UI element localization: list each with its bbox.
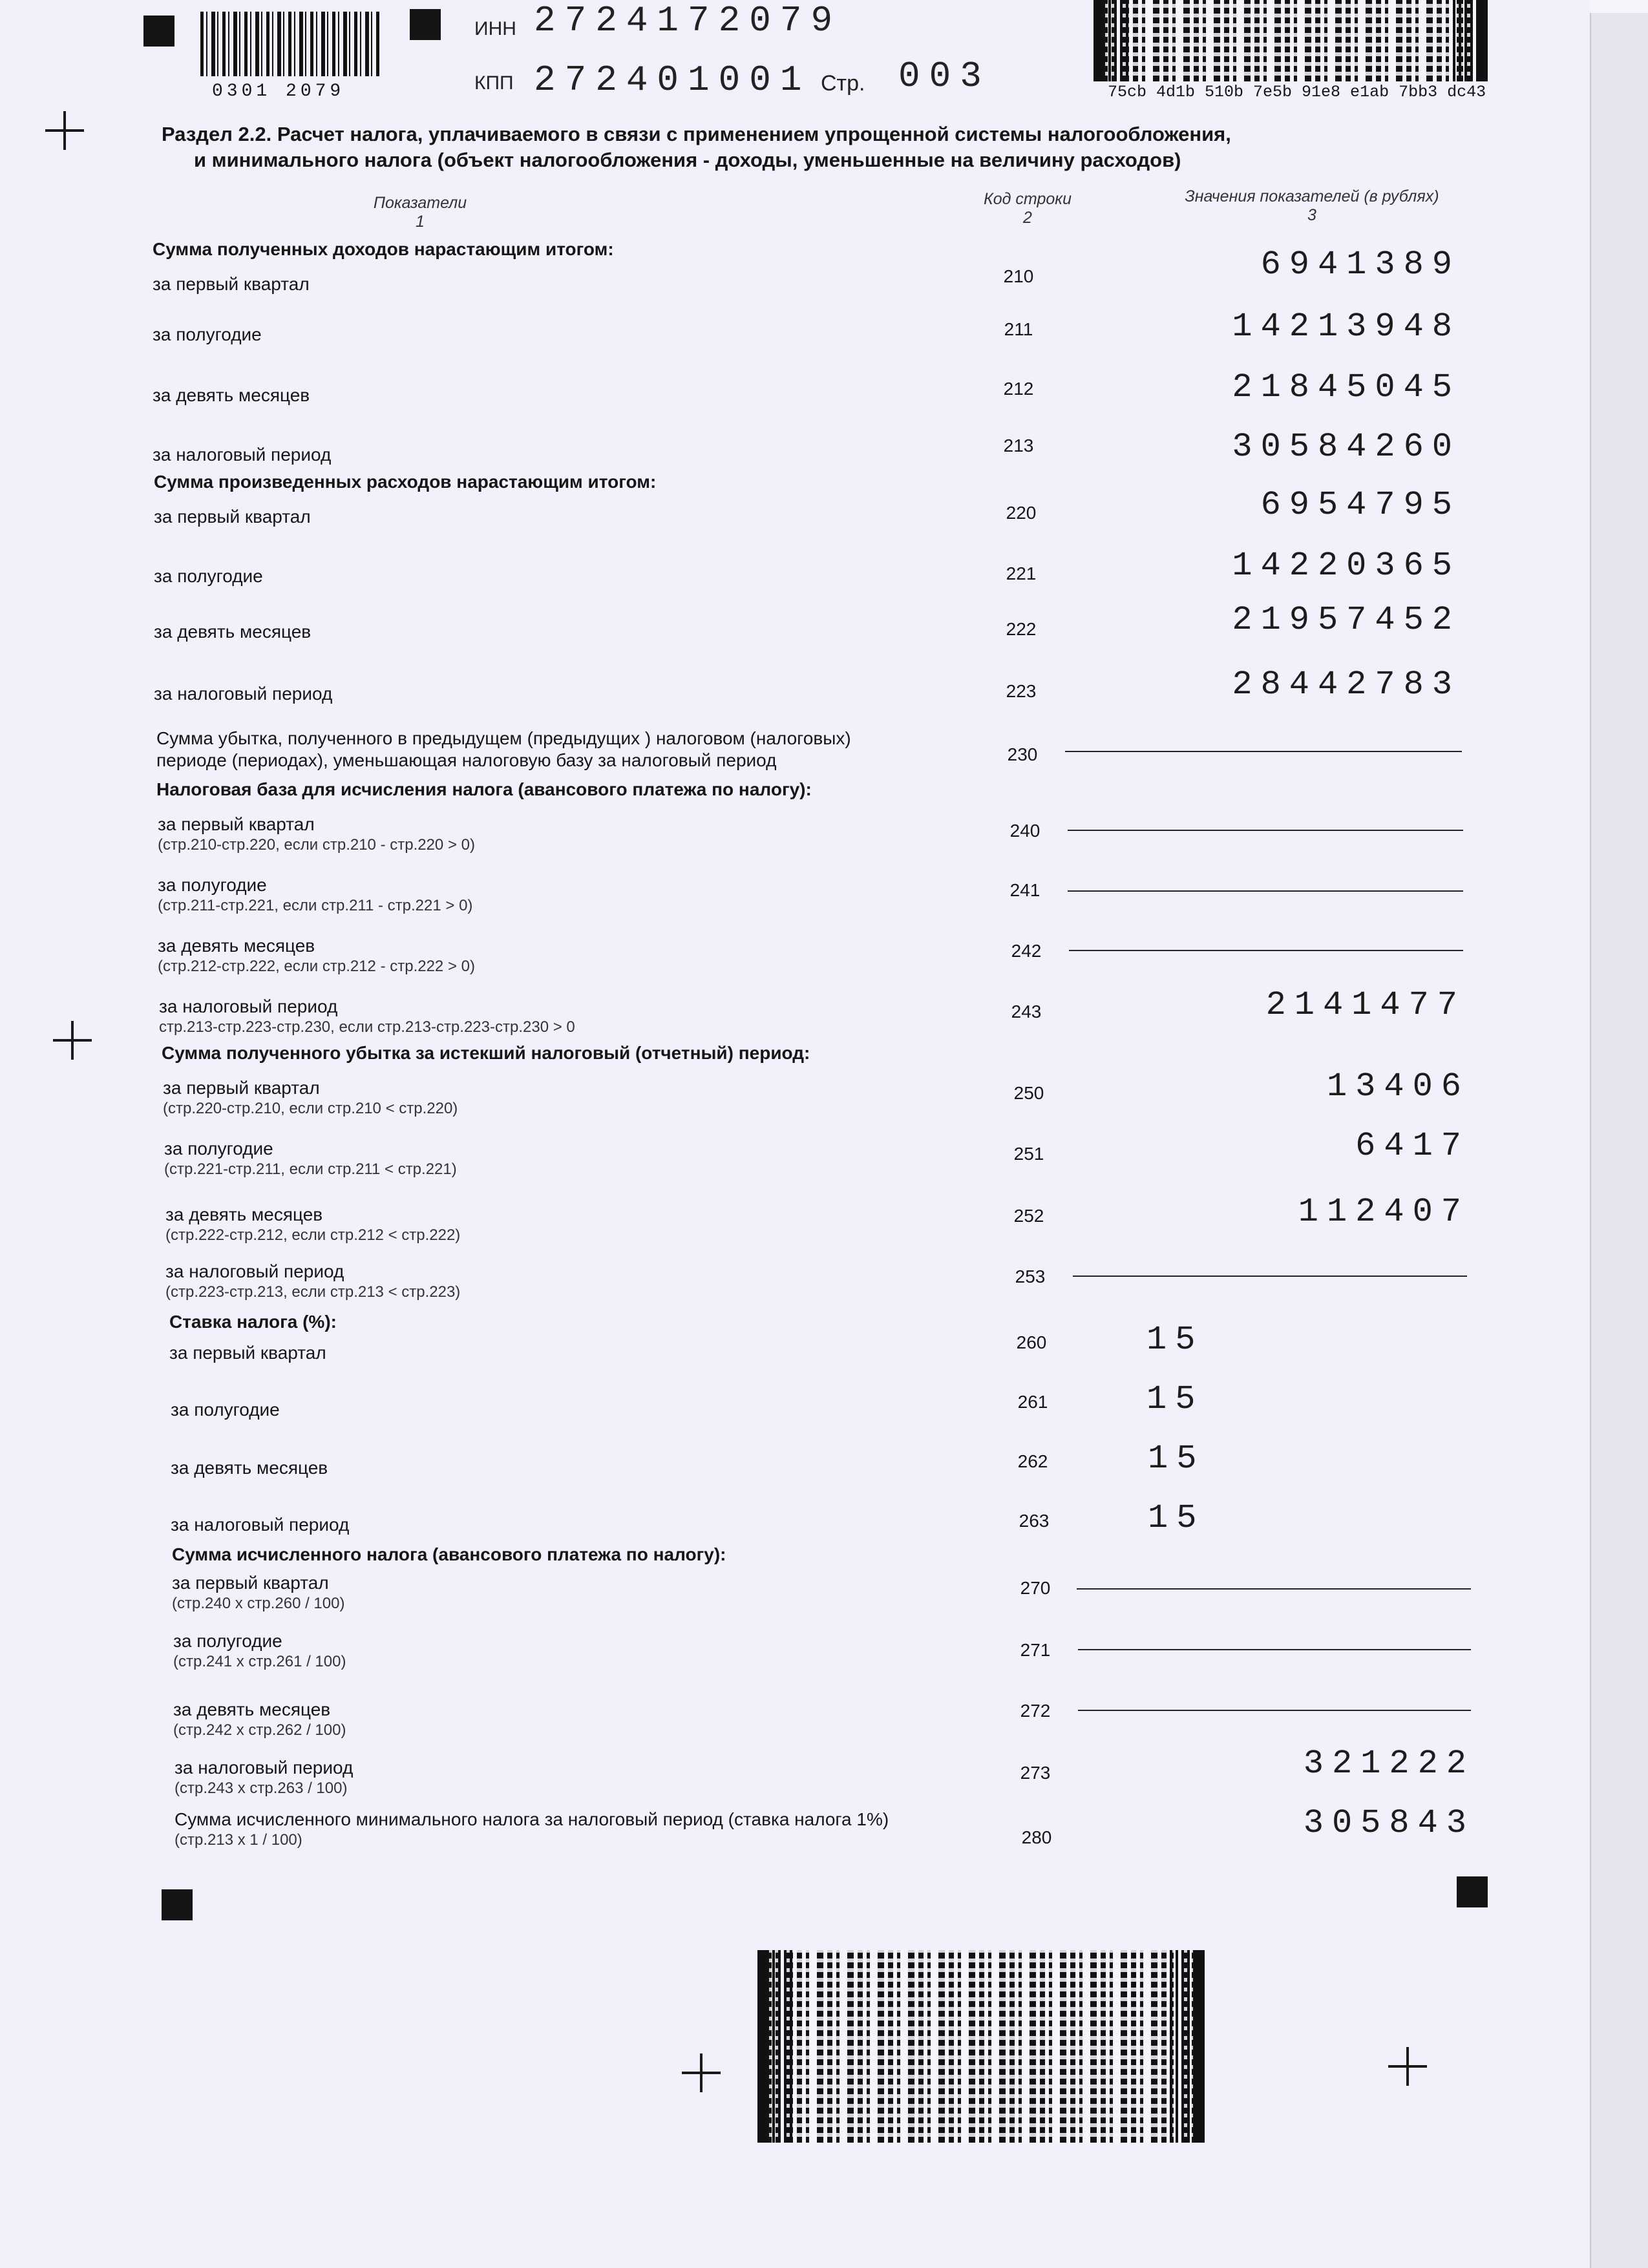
row-242-formula: (стр.212-стр.222, если стр.212 - стр.222 > 0)	[158, 958, 475, 975]
row-210-value: 6941389	[1260, 246, 1461, 284]
row-240-title: за первый квартал	[158, 814, 315, 834]
row-262-code: 262	[1017, 1451, 1048, 1471]
row-253-label	[165, 1261, 460, 1301]
inn-label: ИНН	[474, 18, 516, 39]
row-210-code: 210	[1003, 266, 1034, 286]
row-272-title: за девять месяцев	[173, 1699, 331, 1719]
corner-marker	[143, 16, 174, 47]
column-header-code	[956, 190, 1099, 227]
row-252-title: за девять месяцев	[165, 1204, 323, 1224]
row-250-label	[163, 1078, 458, 1118]
row-280-value: 305843	[1303, 1804, 1475, 1842]
row-252-label	[165, 1204, 460, 1244]
barcode-number: 0301 2079	[212, 81, 345, 101]
row-261-value: 15	[1146, 1380, 1204, 1418]
row-240-label	[158, 814, 475, 854]
row-223-code: 223	[1006, 681, 1037, 701]
row-271-empty-line	[1078, 1649, 1471, 1650]
row-243-title: за налоговый период	[159, 996, 338, 1016]
row-270-code: 270	[1020, 1578, 1051, 1598]
row-222-code: 222	[1006, 619, 1037, 639]
column-header-values-text: Значения показателей (в рублях)	[1185, 187, 1439, 205]
row-223-label: за налоговый период	[154, 684, 333, 704]
row-250-code: 250	[1013, 1083, 1044, 1103]
row-211-value: 14213948	[1232, 308, 1461, 346]
row-221-code: 221	[1006, 563, 1037, 583]
row-253-title: за налоговый период	[165, 1261, 344, 1281]
group-title-tax: Сумма исчисленного налога (авансового платежа по налогу):	[172, 1544, 726, 1564]
kpp-label: КПП	[474, 72, 514, 94]
row-230-code: 230	[1007, 744, 1038, 764]
row-271-formula: (стр.241 х стр.261 / 100)	[173, 1653, 346, 1670]
registration-cross	[1388, 2047, 1427, 2086]
row-273-formula: (стр.243 х стр.263 / 100)	[174, 1780, 348, 1797]
row-241-label	[158, 875, 472, 915]
row-271-label	[173, 1631, 346, 1671]
row-272-label	[173, 1699, 346, 1739]
registration-cross	[682, 2053, 721, 2092]
registration-cross	[53, 1021, 92, 1060]
page-label: Стр.	[821, 71, 865, 96]
row-280-label	[174, 1809, 889, 1849]
row-262-value: 15	[1148, 1440, 1205, 1478]
linear-barcode	[200, 12, 381, 76]
row-220-label: за первый квартал	[154, 507, 311, 527]
row-251-code: 251	[1013, 1144, 1044, 1164]
document-hash: 75cb 4d1b 510b 7e5b 91e8 e1ab 7bb3 dc43	[1108, 83, 1486, 101]
row-252-value: 112407	[1298, 1193, 1470, 1231]
group-title-rate: Ставка налога (%):	[169, 1312, 337, 1332]
row-240-empty-line	[1068, 830, 1463, 831]
group-title-loss: Сумма полученного убытка за истекший налоговый (отчетный) период:	[162, 1043, 810, 1063]
row-271-title: за полугодие	[173, 1631, 282, 1651]
row-243-value: 2141477	[1265, 986, 1466, 1024]
row-213-code: 213	[1003, 436, 1034, 456]
row-211-code: 211	[1004, 319, 1033, 339]
column-header-code-num: 2	[1023, 209, 1032, 227]
row-251-value: 6417	[1355, 1127, 1470, 1165]
row-222-value: 21957452	[1232, 601, 1461, 639]
row-211-label: за полугодие	[153, 324, 262, 344]
row-251-title: за полугодие	[164, 1139, 273, 1159]
corner-marker	[162, 1889, 193, 1920]
row-210-label: за первый квартал	[153, 274, 310, 294]
row-260-code: 260	[1016, 1332, 1047, 1352]
row-212-code: 212	[1003, 379, 1034, 399]
column-header-values	[1137, 187, 1486, 225]
row-222-label: за девять месяцев	[154, 622, 312, 642]
section-title	[162, 121, 1454, 173]
row-253-formula: (стр.223-стр.213, если стр.213 < стр.223)	[165, 1283, 461, 1301]
row-243-formula: стр.213-стр.223-стр.230, если стр.213-стр.223-стр.230 > 0	[159, 1018, 575, 1036]
row-220-code: 220	[1006, 503, 1037, 523]
paper-edge	[1590, 13, 1648, 2268]
row-250-formula: (стр.220-стр.210, если стр.210 < стр.220)	[163, 1100, 458, 1117]
row-263-label: за налоговый период	[171, 1515, 350, 1535]
inn-value: 2724172079	[534, 0, 842, 41]
row-260-label: за первый квартал	[169, 1343, 326, 1363]
row-221-value: 14220365	[1232, 547, 1461, 585]
row-240-code: 240	[1009, 821, 1041, 841]
row-241-formula: (стр.211-стр.221, если стр.211 - стр.221 > 0)	[158, 897, 473, 914]
row-251-label	[164, 1139, 457, 1179]
group-title-base: Налоговая база для исчисления налога (авансового платежа по налогу):	[156, 779, 812, 799]
row-263-code: 263	[1019, 1511, 1050, 1531]
column-header-indicators-num: 1	[416, 213, 425, 231]
row-242-empty-line	[1069, 950, 1463, 951]
row-263-value: 15	[1148, 1499, 1205, 1537]
bottom-2d-barcode	[757, 1950, 1205, 2143]
row-270-label	[172, 1573, 344, 1613]
column-header-indicators	[310, 194, 530, 231]
corner-marker	[1457, 1876, 1488, 1907]
section-title-line-1: Раздел 2.2. Расчет налога, уплачиваемого в связи с применением упрощенной системы налогообложения,	[162, 123, 1231, 145]
row-242-label	[158, 936, 475, 976]
row-242-code: 242	[1011, 941, 1042, 961]
row-212-label: за девять месяцев	[153, 385, 310, 405]
row-261-code: 261	[1017, 1392, 1048, 1412]
row-242-title: за девять месяцев	[158, 936, 315, 956]
row-270-formula: (стр.240 х стр.260 / 100)	[172, 1595, 345, 1612]
row-273-title: за налоговый период	[174, 1758, 354, 1778]
row-270-empty-line	[1077, 1588, 1471, 1590]
group-title-expenses: Сумма произведенных расходов нарастающим итогом:	[154, 472, 657, 492]
row-213-label: за налоговый период	[153, 445, 332, 465]
column-header-values-num: 3	[1307, 206, 1316, 224]
row-250-value: 13406	[1326, 1067, 1470, 1106]
row-280-title: Сумма исчисленного минимального налога за налоговый период (ставка налога 1%)	[174, 1809, 889, 1829]
row-260-value: 15	[1146, 1321, 1204, 1359]
registration-cross	[45, 111, 84, 150]
column-header-indicators-text: Показатели	[373, 194, 467, 212]
row-230-label	[156, 728, 851, 772]
row-251-formula: (стр.221-стр.211, если стр.211 < стр.221)	[164, 1160, 457, 1178]
row-272-formula: (стр.242 х стр.262 / 100)	[173, 1721, 346, 1739]
row-240-formula: (стр.210-стр.220, если стр.210 - стр.220 > 0)	[158, 836, 475, 854]
section-title-line-2: и минимального налога (объект налогообложения - доходы, уменьшенные на величину расходов)	[194, 149, 1181, 171]
row-241-title: за полугодие	[158, 875, 267, 895]
row-243-label	[159, 996, 575, 1036]
row-253-empty-line	[1073, 1276, 1467, 1277]
top-2d-barcode	[1093, 0, 1488, 81]
row-241-code: 241	[1009, 880, 1041, 900]
row-212-value: 21845045	[1232, 368, 1461, 406]
kpp-value: 272401001	[534, 59, 811, 101]
row-252-formula: (стр.222-стр.212, если стр.212 < стр.222)	[165, 1226, 461, 1244]
row-280-code: 280	[1021, 1827, 1052, 1847]
row-272-code: 272	[1020, 1701, 1051, 1721]
row-220-value: 6954795	[1260, 486, 1461, 524]
row-261-label: за полугодие	[171, 1400, 280, 1420]
column-header-code-text: Код строки	[984, 190, 1072, 208]
row-273-code: 273	[1020, 1763, 1051, 1783]
row-273-value: 321222	[1303, 1745, 1475, 1783]
row-213-value: 30584260	[1232, 428, 1461, 466]
page-value: 003	[898, 56, 991, 97]
row-271-code: 271	[1020, 1640, 1051, 1660]
row-280-formula: (стр.213 х 1 / 100)	[174, 1831, 302, 1849]
row-270-title: за первый квартал	[172, 1573, 329, 1593]
row-252-code: 252	[1013, 1206, 1044, 1226]
row-262-label: за девять месяцев	[171, 1458, 328, 1478]
row-230-label-line-1: Сумма убытка, полученного в предыдущем (предыдущих ) налоговом (налоговых)	[156, 728, 851, 748]
row-221-label: за полугодие	[154, 566, 263, 586]
row-250-title: за первый квартал	[163, 1078, 320, 1098]
corner-marker	[410, 9, 441, 40]
row-241-empty-line	[1068, 890, 1463, 892]
row-223-value: 28442783	[1232, 666, 1461, 704]
row-230-empty-line	[1065, 751, 1462, 752]
row-253-code: 253	[1015, 1266, 1046, 1286]
row-273-label	[174, 1758, 353, 1798]
group-title-income: Сумма полученных доходов нарастающим итогом:	[153, 239, 614, 259]
row-272-empty-line	[1078, 1710, 1471, 1711]
row-230-label-line-2: периоде (периодах), уменьшающая налоговую базу за налоговый период	[156, 750, 777, 770]
row-243-code: 243	[1011, 1002, 1042, 1022]
